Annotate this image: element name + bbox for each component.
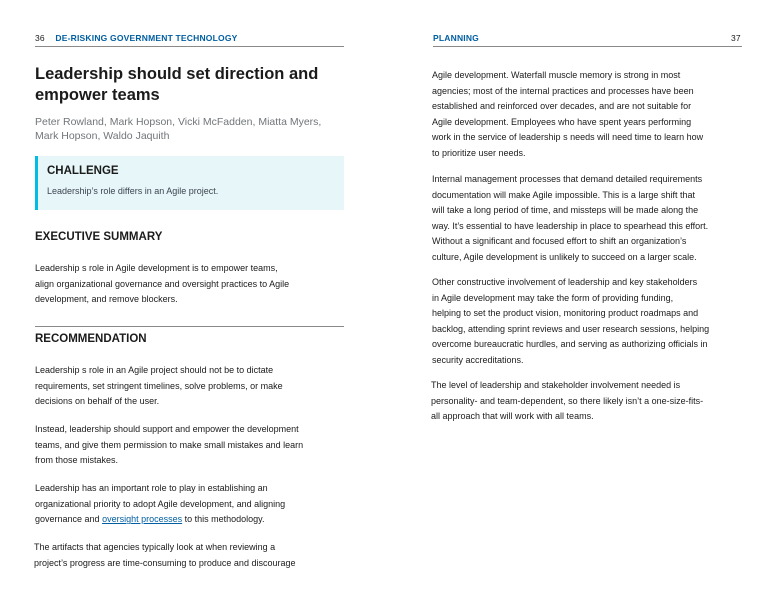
text-line: project’s progress are time-consuming to produce and discourage (34, 557, 296, 568)
text-line: from those mistakes. (35, 455, 119, 466)
text-line: Leadership has an important role to play in establishing an (35, 483, 268, 493)
text-line: Without a significant and focused effort to shift an organization’s (432, 236, 687, 247)
challenge-callout (35, 156, 344, 210)
left-section-title: DE-RISKING GOVERNMENT TECHNOLOGY (55, 33, 238, 43)
title-line: empower teams (35, 86, 160, 104)
text-line: work in the service of leadership s needs will need time to learn how (432, 132, 704, 143)
text-line: backlog, attending sprint reviews and user research sessions, helping (432, 323, 710, 334)
text-line: Agile development. Employees who have spent years performing (432, 116, 692, 127)
text-line: Internal management processes that demand detailed requirements (432, 174, 703, 184)
text-line: personality- and team-dependent, so there likely isn’t a one-size-fits- (431, 395, 704, 406)
text-line: development, and remove blockers. (35, 294, 178, 305)
recommendation-paragraph (35, 363, 345, 410)
right-running-head (433, 33, 479, 43)
right-page-number-wrap (731, 33, 741, 43)
text-line: will take a long period of time, and missteps will be made along the (432, 205, 699, 216)
authors (35, 115, 345, 143)
body-paragraph (432, 275, 742, 369)
left-header-divider (35, 46, 344, 47)
text-line: culture, Agile development is unlikely to succeed on a larger scale. (432, 251, 697, 262)
author-line: Peter Rowland, Mark Hopson, Vicki McFadden, Miatta Myers, (35, 116, 322, 128)
text-fragment: governance and (35, 514, 103, 525)
recommendation-paragraph (35, 481, 345, 528)
text-line: Instead, leadership should support and empower the development (35, 424, 299, 434)
challenge-text: Leadership’s role differs in an Agile project. (47, 186, 219, 196)
right-page (388, 0, 776, 600)
page-number-right: 37 (731, 33, 741, 43)
text-line: organizational priority to adopt Agile development, and aligning (35, 498, 286, 509)
section-divider (35, 326, 344, 327)
text-line: all approach that will work with all teams. (431, 411, 594, 422)
text-line: requirements, set stringent timelines, solve problems, or make (35, 380, 283, 391)
recommendation-paragraph (34, 540, 344, 571)
text-line: to prioritize user needs. (432, 147, 526, 158)
challenge-heading: CHALLENGE (47, 165, 119, 177)
oversight-processes-link[interactable]: oversight processes (102, 514, 183, 525)
text-line: align organizational governance and oversight practices to Agile (35, 278, 290, 289)
text-line (35, 512, 345, 528)
text-line: Agile development. Waterfall muscle memory is strong in most (432, 70, 681, 80)
text-line: helping to set the product vision, monitoring product roadmaps and (432, 308, 699, 319)
text-line: teams, and give them permission to make small mistakes and learn (35, 439, 304, 450)
text-line: Other constructive involvement of leadership and key stakeholders (432, 277, 698, 287)
page-number-left: 36 (35, 33, 45, 43)
text-line: documentation will make Agile impossible. This is a large shift that (432, 189, 695, 200)
executive-summary-heading: EXECUTIVE SUMMARY (35, 231, 163, 243)
text-line: decisions on behalf of the user. (35, 396, 160, 407)
recommendation-heading: RECOMMENDATION (35, 333, 147, 345)
text-line: Leadership s role in Agile development is to empower teams, (35, 263, 278, 273)
body-paragraph (431, 378, 741, 425)
text-line: The artifacts that agencies typically look at when reviewing a (34, 542, 276, 552)
recommendation-paragraph (35, 422, 345, 469)
right-section-title: PLANNING (433, 33, 479, 43)
title-line: Leadership should set direction and (35, 65, 319, 83)
text-fragment: to this methodology. (182, 514, 265, 525)
executive-summary-text (35, 261, 345, 308)
right-header-divider (433, 46, 742, 47)
text-line: in Agile development may take the form of providing funding, (432, 292, 674, 303)
text-line: way. It’s essential to have leadership in place to spearhead this effort. (432, 220, 709, 231)
body-paragraph (432, 172, 742, 266)
text-line: established and reinforced over decades, and are not suitable for (432, 101, 692, 112)
page-title (35, 64, 345, 106)
text-line: agencies; most of the internal practices and processes have been (432, 85, 694, 96)
text-line: Leadership s role in an Agile project should not be to dictate (35, 365, 274, 375)
author-line: Mark Hopson, Waldo Jaquith (35, 130, 170, 142)
text-line: overcome bureaucratic hurdles, and serving as authorizing officials in (432, 339, 708, 350)
left-running-head (35, 33, 238, 43)
body-paragraph (432, 68, 742, 162)
text-line: The level of leadership and stakeholder involvement needed is (431, 380, 681, 390)
text-line: security accreditations. (432, 354, 524, 365)
